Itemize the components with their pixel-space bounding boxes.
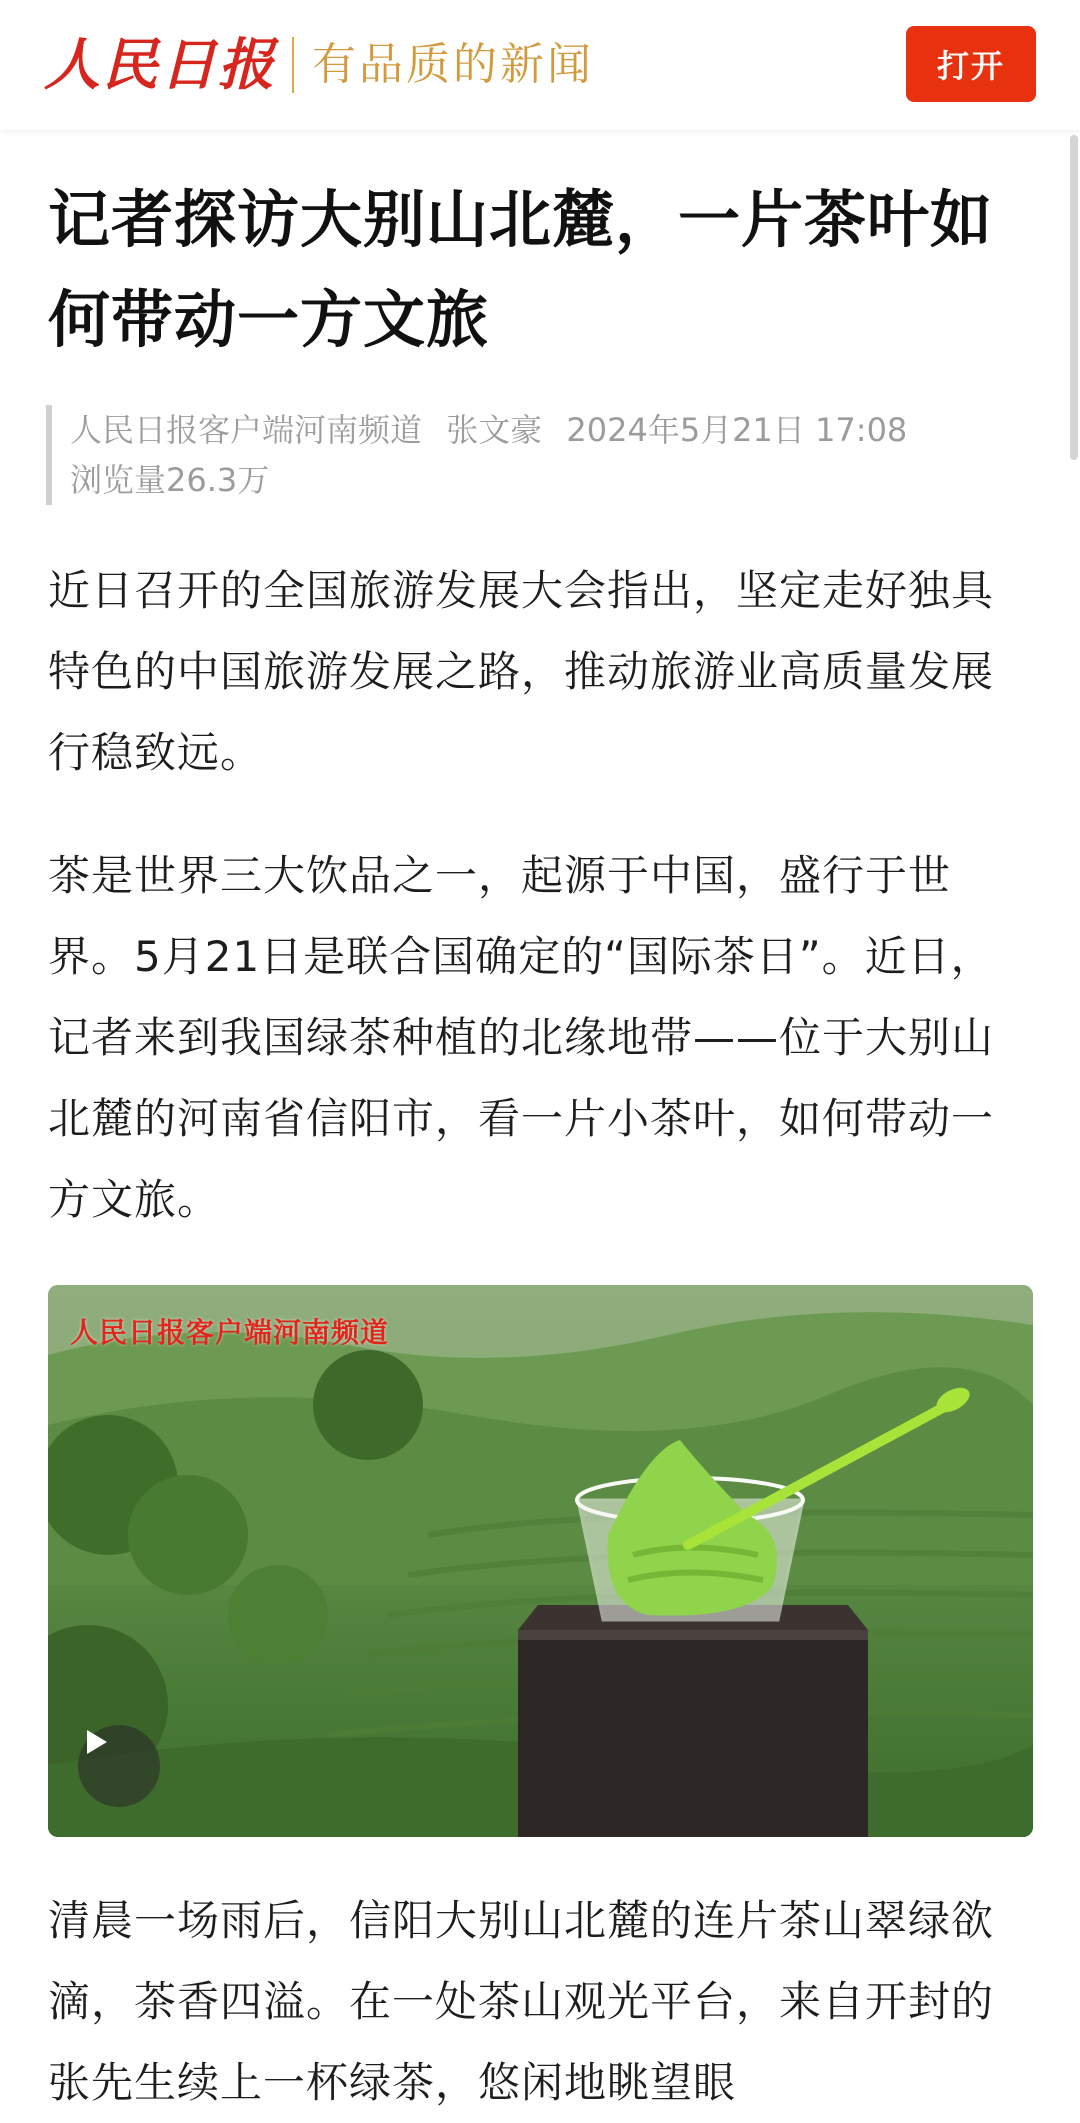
play-icon [78, 1725, 112, 1759]
article-paragraph-2: 茶是世界三大饮品之一，起源于中国，盛行于世界。5月21日是联合国确定的“国际茶日”。近日，记者来到我国绿茶种植的北缘地带——位于大别山北麓的河南省信阳市，看一片小茶叶，如何带动一方文旅。 [48, 851, 995, 1224]
brand[interactable] [44, 34, 594, 96]
article-date: 2024年5月21日 17:08 [566, 411, 908, 449]
video-watermark: 人民日报客户端河南频道 [70, 1316, 390, 1349]
video-thumbnail [48, 1285, 1033, 1837]
article-meta [46, 405, 1060, 505]
article-source: 人民日报客户端河南频道 [70, 411, 423, 449]
article-paragraph-3: 清晨一场雨后，信阳大别山北麓的连片茶山翠绿欲滴，茶香四溢。在一处茶山观光平台，来自开封的张先生续上一杯绿茶，悠闲地眺望眼 [48, 1896, 995, 2107]
article-title: 记者探访大别山北麓，一片茶叶如何带动一方文旅 [48, 183, 994, 356]
brand-logo: 人民日报 [44, 32, 276, 98]
app-header [0, 0, 1080, 130]
brand-slogan: 有品质的新闻 [312, 39, 594, 90]
article-views: 浏览量26.3万 [70, 461, 270, 499]
scrollbar-thumb[interactable] [1070, 135, 1078, 460]
article-video[interactable] [48, 1285, 1033, 1837]
article-paragraph-1: 近日召开的全国旅游发展大会指出，坚定走好独具特色的中国旅游发展之路，推动旅游业高质量发展行稳致远。 [48, 566, 995, 777]
brand-divider [292, 37, 294, 93]
play-button[interactable] [78, 1725, 160, 1807]
open-app-button[interactable]: 打开 [906, 26, 1036, 102]
article-author: 张文豪 [446, 411, 543, 449]
